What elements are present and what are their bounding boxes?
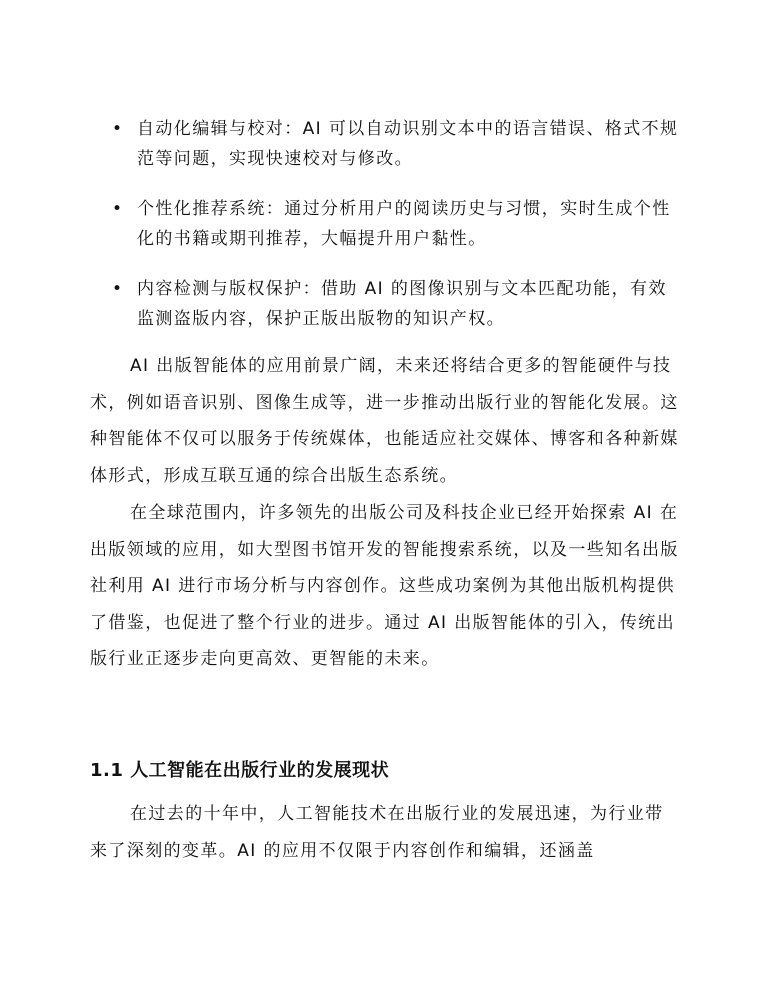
bullet-item-auto-editing: • 自动化编辑与校对：AI 可以自动识别文本中的语言错误、格式不规范等问题，实现快速校对与修改。 <box>112 114 682 174</box>
bullet-item-copyright-protection: • 内容检测与版权保护：借助 AI 的图像识别与文本匹配功能，有效监测盗版内容，保护正版出版物的知识产权。 <box>112 274 682 334</box>
section-heading <box>90 756 389 782</box>
bullet-item-recommendation: • 个性化推荐系统：通过分析用户的阅读历史与习惯，实时生成个性化的书籍或期刊推荐，大幅提升用户黏性。 <box>112 194 682 254</box>
feature-bullet-list <box>112 114 682 354</box>
section-number: 1.1 <box>90 760 124 781</box>
section-title: 人工智能在出版行业的发展现状 <box>130 760 390 781</box>
paragraph-global-cases: 在全球范围内，许多领先的出版公司及科技企业已经开始探索 AI 在出版领域的应用，如大型图书馆开发的智能搜索系统，以及一些知名出版社利用 AI 进行市场分析与内容创作。这些成功案例为其他出版机构提供了借鉴，也促进了整个行业的进步。通过 AI 出版智能体的引入，传统出版行业正逐步走向更高效、更智能的未来。 <box>90 503 679 669</box>
paragraph-application-prospects: AI 出版智能体的应用前景广阔，未来还将结合更多的智能硬件与技术，例如语音识别、图像生成等，进一步推动出版行业的智能化发展。这种智能体不仅可以服务于传统媒体，也能适应社交媒体、博客和各种新媒体形式，形成互联互通的综合出版生态系统。 <box>90 356 679 486</box>
paragraph-current-status: 在过去的十年中，人工智能技术在出版行业的发展迅速，为行业带来了深刻的变革。AI 的应用不仅限于内容创作和编辑，还涵盖 <box>90 804 664 861</box>
